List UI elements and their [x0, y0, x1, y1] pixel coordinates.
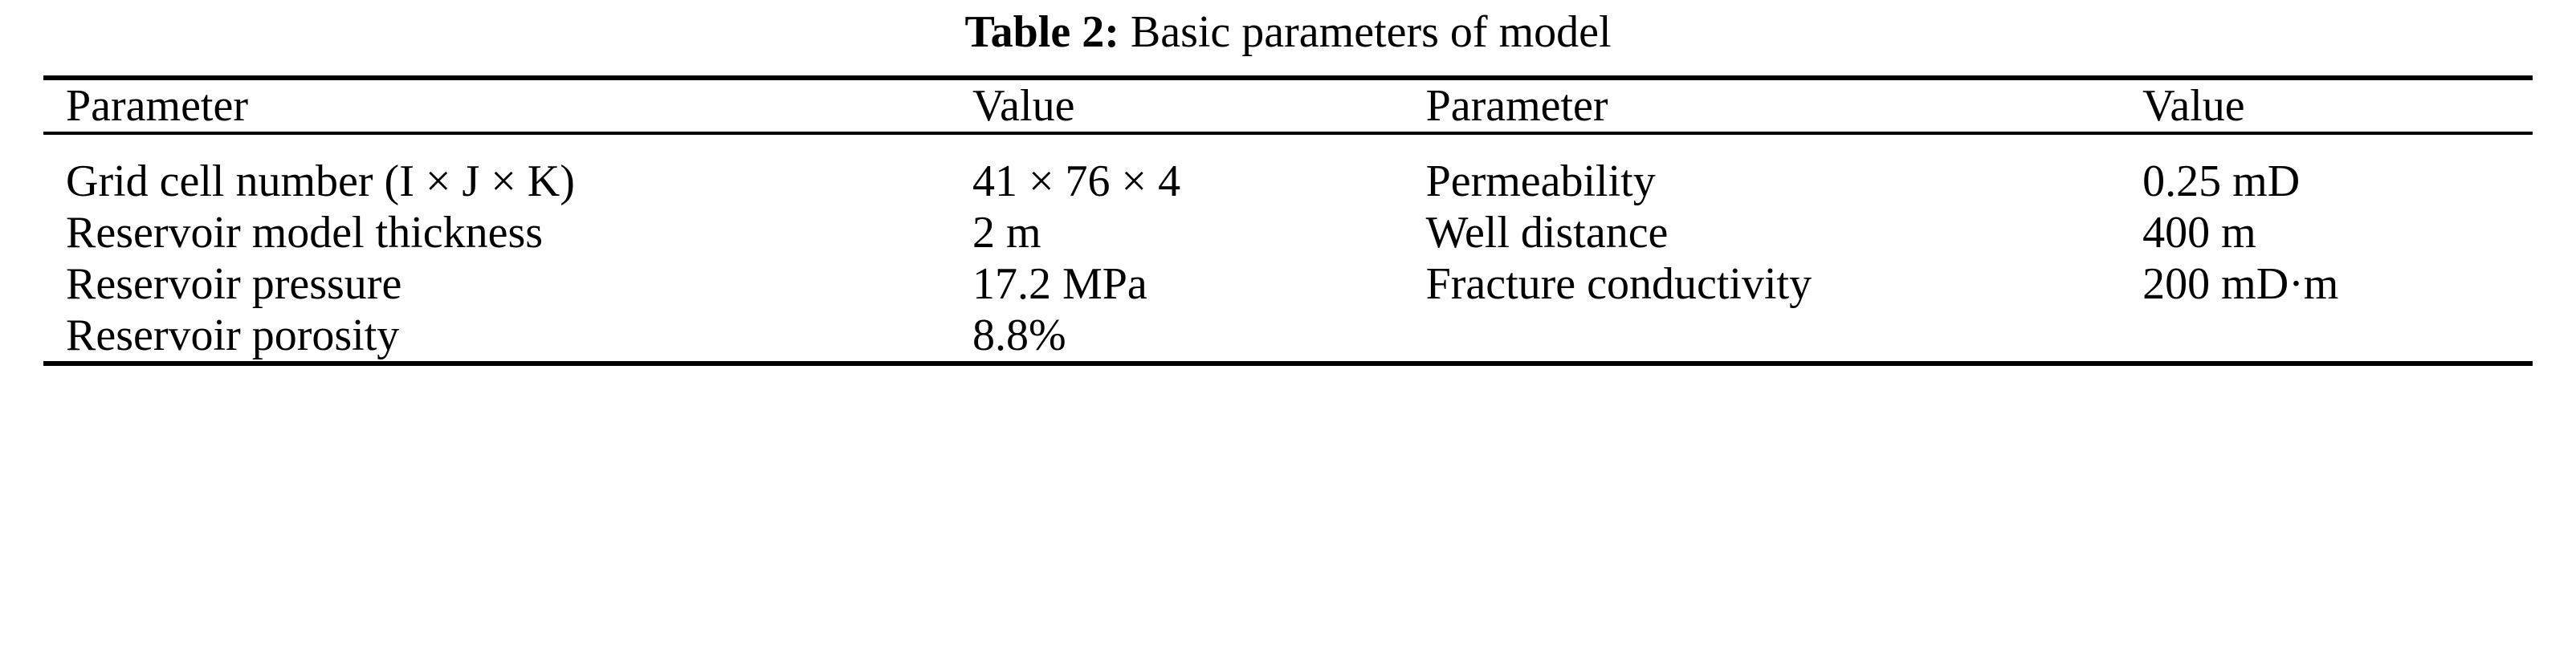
cell-parameter-right: Permeability — [1425, 156, 1656, 206]
cell-value-left: 17.2 MPa — [972, 258, 1147, 309]
cell-value-left: 8.8% — [972, 310, 1066, 360]
cell-parameter-left: Reservoir pressure — [66, 258, 402, 309]
cell-parameter-right — [1426, 310, 2143, 363]
table-caption — [0, 0, 2576, 75]
cell-parameter-left: Reservoir model thickness — [66, 207, 544, 258]
cell-value-right: 200 mD·m — [2142, 258, 2339, 309]
cell-value-left: 41 × 76 × 4 — [972, 156, 1181, 206]
table-bottom-rule — [43, 363, 2533, 366]
cell-parameter-right: Well distance — [1425, 207, 1669, 258]
cell-value-right — [2142, 310, 2533, 363]
parameters-table — [43, 75, 2533, 366]
column-header-value-left: Value — [972, 80, 1426, 133]
cell-parameter-left: Grid cell number (I × J × K) — [66, 156, 575, 206]
cell-parameter-right: Fracture conductivity — [1425, 258, 1812, 309]
cell-parameter-left: Reservoir porosity — [66, 310, 400, 360]
cell-value-left: 2 m — [972, 207, 1041, 258]
table-row — [43, 207, 2533, 258]
table-row — [43, 258, 2533, 310]
cell-value-right: 0.25 mD — [2142, 156, 2301, 206]
column-header-value-right: Value — [2142, 80, 2533, 133]
column-header-parameter-right: Parameter — [1426, 80, 2143, 133]
table-caption-label: Table 2: — [964, 7, 1119, 57]
table-caption-text: Basic parameters of model — [1130, 7, 1612, 57]
table-row — [43, 310, 2533, 363]
table-header-row — [43, 80, 2533, 133]
table-row — [43, 133, 2533, 207]
cell-value-right: 400 m — [2142, 207, 2256, 258]
column-header-parameter-left: Parameter — [43, 80, 972, 133]
